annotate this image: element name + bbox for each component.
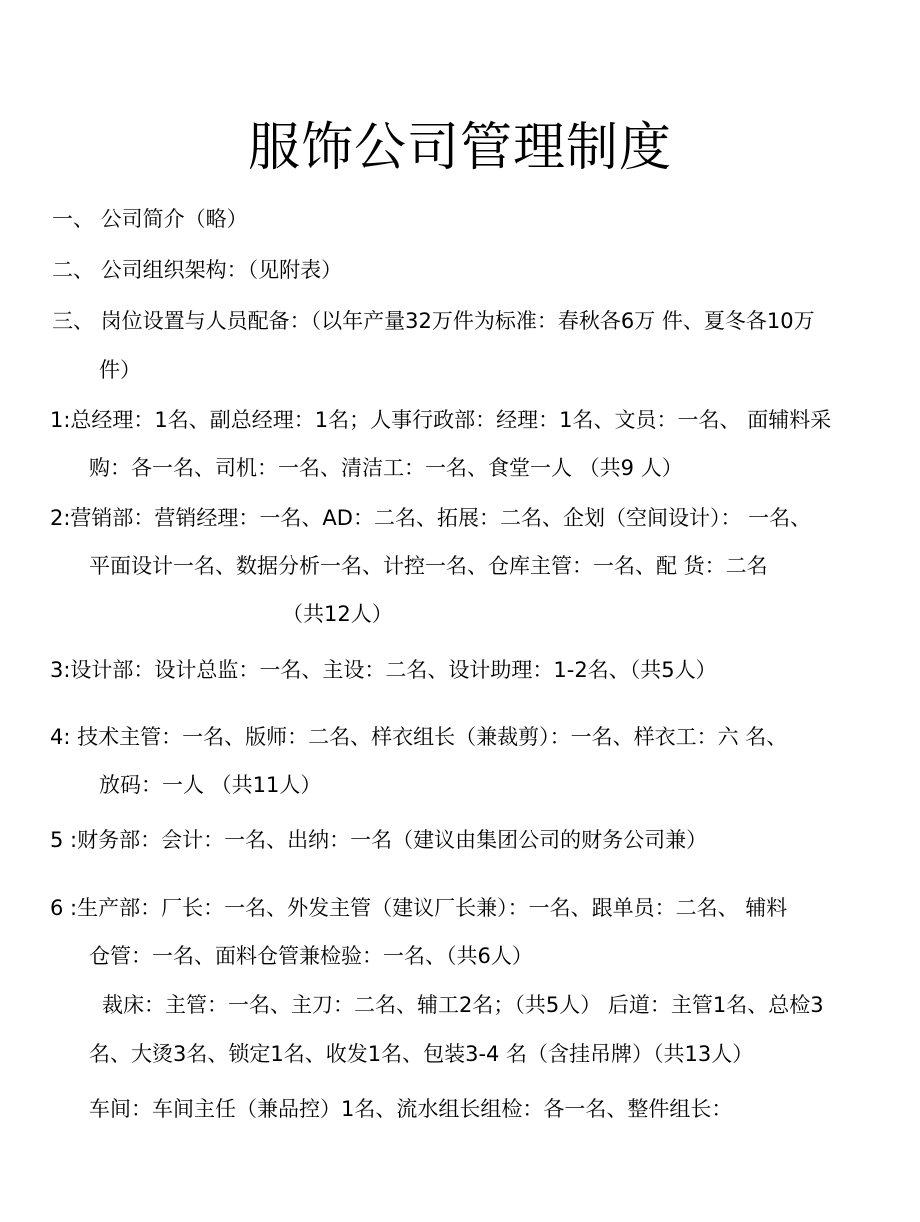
dept-production: 6 :生产部：厂长：一名、外发主管（建议厂长兼）：一名、跟单员：二名、 辅料	[50, 896, 788, 920]
dept-marketing-total: （共12人）	[282, 602, 393, 626]
section-company-intro: 一、 公司简介（略）	[52, 207, 248, 231]
document-title: 服饰公司管理制度	[247, 117, 672, 178]
dept-marketing-cont: 平面设计一名、数据分析一名、计控一名、仓库主管：一名、配 货：二名	[89, 554, 768, 578]
section-positions: 三、 岗位设置与人员配备：（以年产量32万件为标准：春秋各6万 件、夏冬各10万	[52, 309, 815, 333]
section-org-structure: 二、 公司组织架构：（见附表）	[52, 258, 343, 282]
dept-technical: 4: 技术主管：一名、版师：二名、样衣组长（兼裁剪）：一名、样衣工：六 名、	[50, 725, 788, 749]
dept-workshop: 车间：车间主任（兼品控）1名、流水组长组检：各一名、整件组长：	[89, 1097, 733, 1121]
section-positions-cont: 件）	[99, 358, 141, 382]
dept-general-manager-cont: 购：各一名、司机：一名、清洁工：一名、食堂一人 （共9 人）	[89, 456, 683, 480]
dept-marketing: 2:营销部：营销经理：一名、AD：二名、拓展：二名、企划（空间设计）： 一名、	[50, 506, 812, 530]
dept-technical-cont: 放码：一人 （共11人）	[99, 773, 322, 797]
dept-general-manager: 1:总经理：1名、副总经理：1名；人事行政部：经理：1名、文员：一名、 面辅料采	[50, 408, 832, 432]
dept-cutting-finishing: 裁床：主管：一名、主刀：二名、辅工2名；（共5人） 后道：主管1名、总检3	[102, 993, 824, 1017]
dept-finance: 5 :财务部：会计：一名、出纳：一名（建议由集团公司的财务公司兼）	[50, 828, 708, 852]
dept-cutting-finishing-cont: 名、大烫3名、锁定1名、收发1名、包装3-4 名（含挂吊牌）（共13人）	[89, 1042, 754, 1066]
dept-design: 3:设计部：设计总监：一名、主设：二名、设计助理：1-2名、（共5人）	[50, 658, 717, 682]
dept-production-cont: 仓管：一名、面料仓管兼检验：一名、（共6人）	[89, 944, 533, 968]
